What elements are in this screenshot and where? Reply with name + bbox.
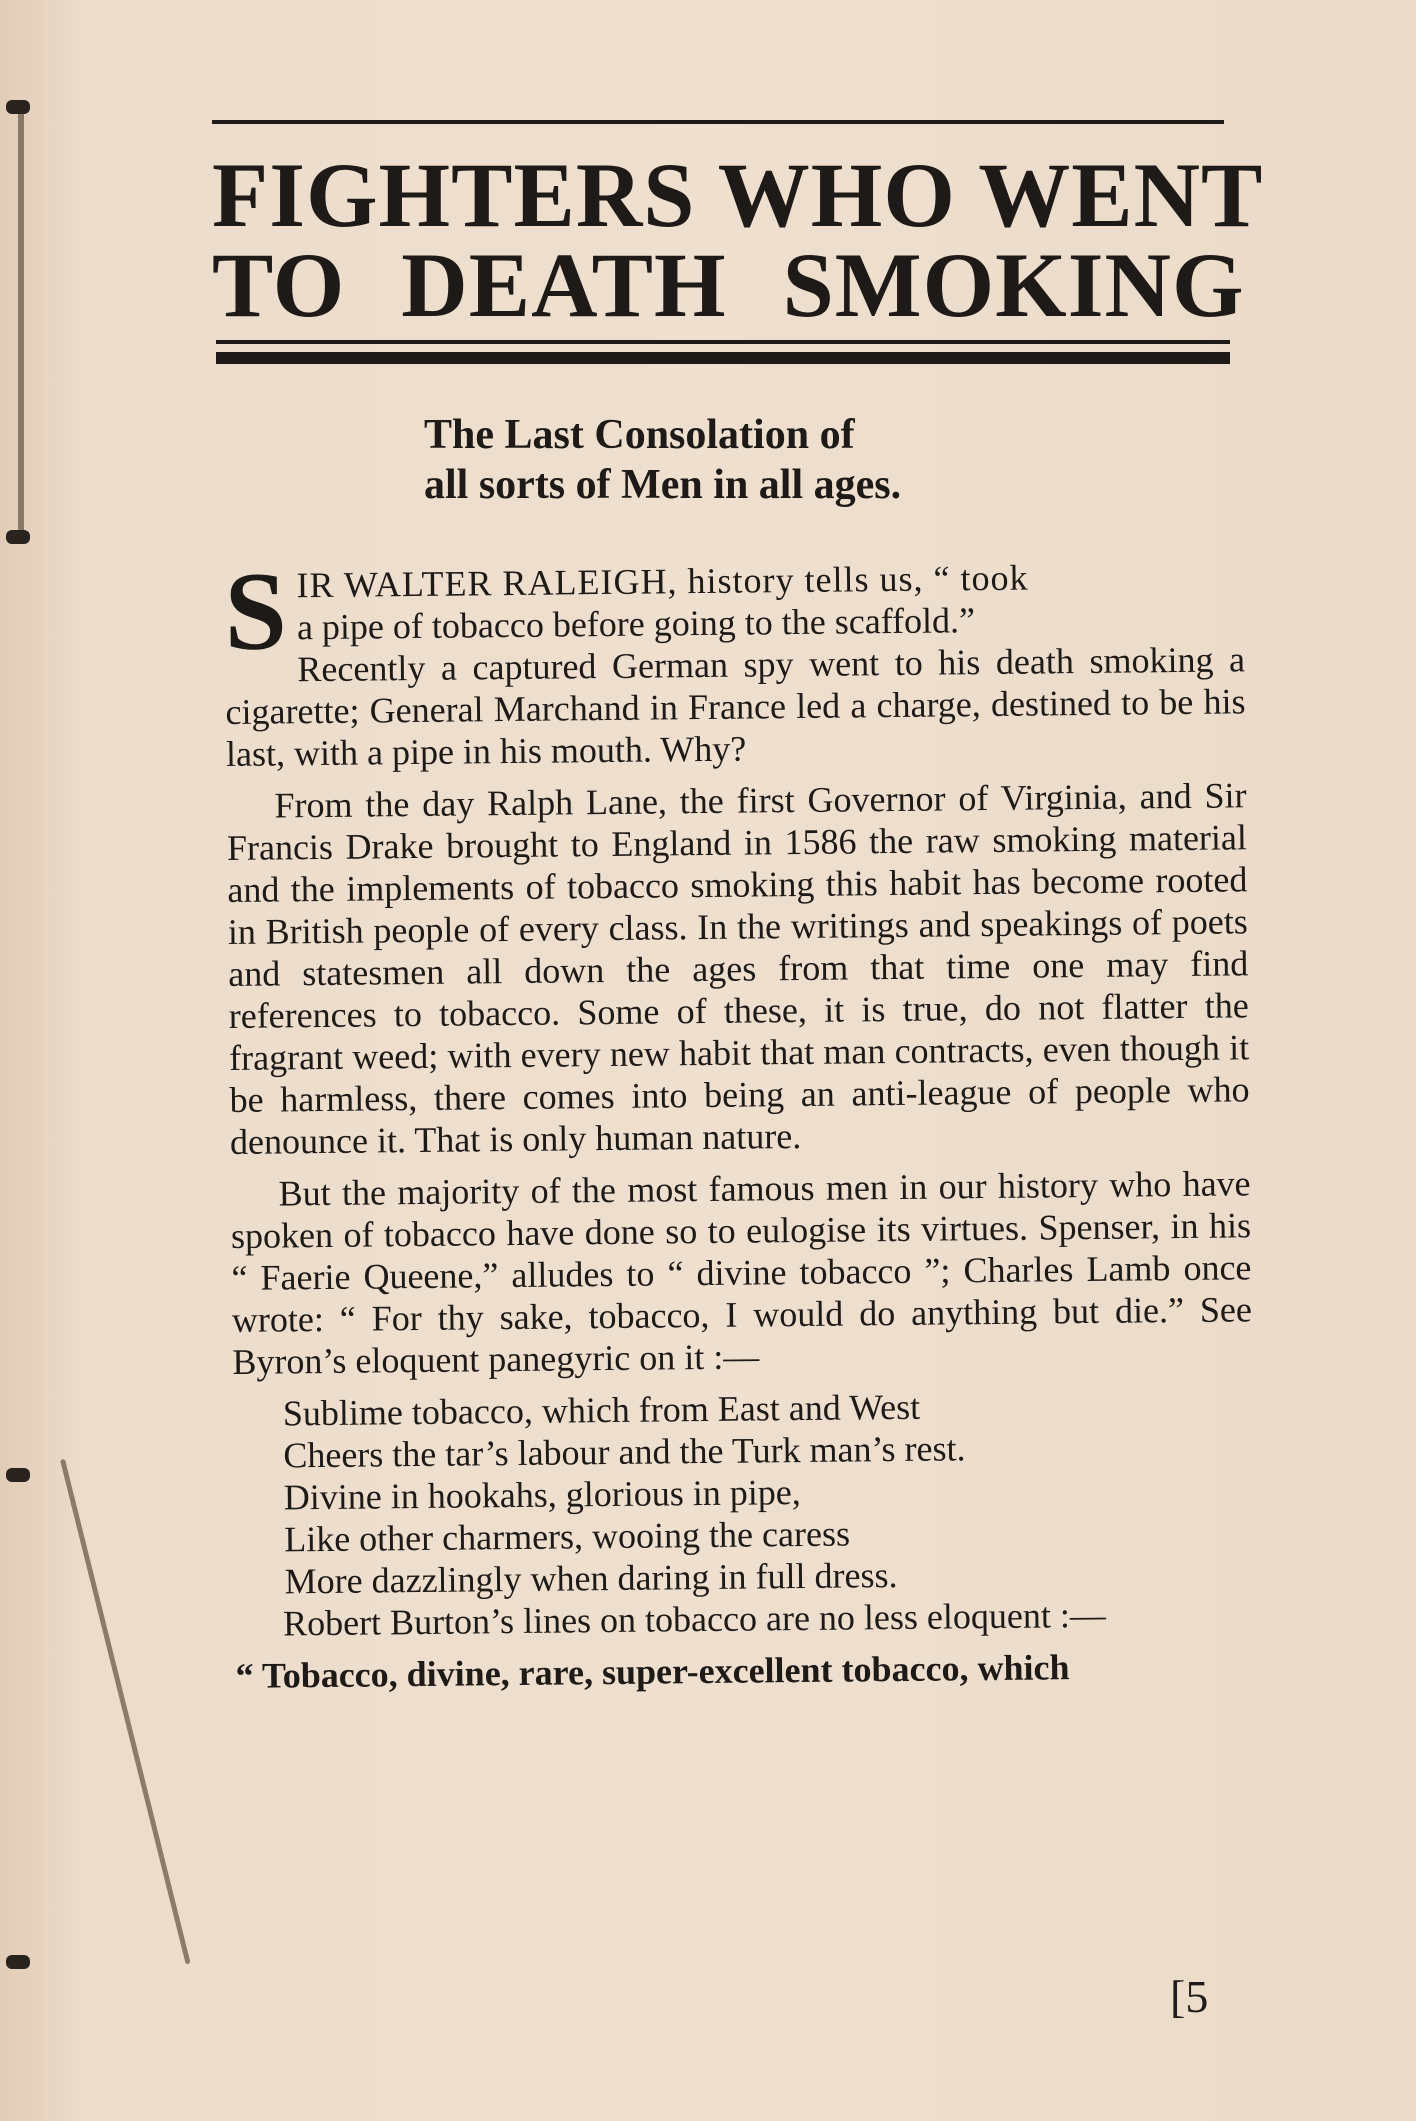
subtitle-line-1: The Last Consolation of — [424, 412, 855, 458]
quote-start: “ Tobacco, divine, rare, super-excellent tobacco, which — [235, 1647, 1070, 1696]
page-number: [5 — [1170, 1971, 1209, 2022]
binding-thread-lower — [60, 1459, 191, 1965]
poem-line: More dazzlingly when daring in full dress. — [284, 1555, 898, 1602]
article-body — [223, 549, 1256, 1707]
binding-thread — [18, 105, 24, 535]
drop-cap: S — [223, 549, 288, 674]
paragraph-2: From the day Ralph Lane, the first Governor of Virginia, and Sir Francis Drake brought to England in 1586 the raw smoking material and the implements of tobacco smoking this habit has become rooted in British people of every class. In the writings and speakings of poets and statesmen all down the ages from that time one may find references to tobacco. Some of these, it is true, do not flatter the fragrant weed; with every new habit that man contracts, even though it be harmless, there comes into being an anti-league of people who denounce it. That is only human nature. — [226, 775, 1250, 1162]
subtitle-line-2: all sorts of Men in all ages. — [424, 462, 902, 508]
top-rule — [212, 120, 1224, 124]
headline-line-1: FIGHTERS WHO WENT — [212, 144, 1264, 246]
binding-staple — [6, 100, 30, 114]
binding-staple — [6, 1955, 30, 1969]
poem-line: Sublime tobacco, which from East and West — [282, 1386, 921, 1434]
paragraph-3: But the majority of the most famous men in our history who have spoken of tobacco have done so to eulogise its virtues. Spenser, in his “ Faerie Queene,” alludes to “ divine tobacco ”; Charles Lamb once wrote: “ For thy sake, tobacco, I would do anything but die.” See Byron’s eloquent panegyric on it :— — [230, 1163, 1253, 1382]
paragraph-1 — [223, 549, 1246, 775]
paragraph-1-line-2: a pipe of tobacco before going to the scaffold.” — [296, 600, 976, 648]
binding-staple — [6, 1468, 30, 1482]
paragraph-4: Robert Burton’s lines on tobacco are no less eloquent :— — [282, 1594, 1107, 1644]
headline-line-2: TO DEATH SMOKING — [212, 234, 1245, 336]
binding-staple — [6, 530, 30, 544]
headline-rule-thin — [216, 340, 1230, 344]
paragraph-1-lead: IR WALTER RALEIGH, history tells us, “ took — [296, 557, 1029, 606]
poem-line: Like other charmers, wooing the caress — [283, 1513, 851, 1560]
article-headline — [212, 144, 1264, 336]
poem-line: Cheers the tar’s labour and the Turk man’s rest. — [283, 1428, 966, 1476]
poem-line: Divine in hookahs, glorious in pipe, — [283, 1472, 801, 1518]
article-subtitle — [424, 410, 1044, 510]
headline-rule-thick — [216, 352, 1230, 364]
poem-quote — [283, 1382, 1255, 1602]
paragraph-1-rest: Recently a captured German spy went to his death smoking a cigarette; General Marchand in France led a charge, destined to be his last, with a pipe in his mouth. Why? — [225, 639, 1246, 774]
